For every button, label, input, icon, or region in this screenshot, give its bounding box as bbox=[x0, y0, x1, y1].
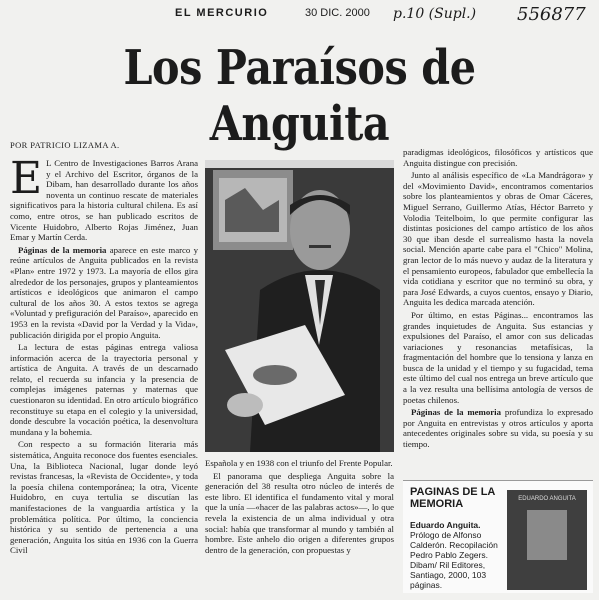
book-cover bbox=[507, 490, 587, 590]
publication-date: 30 DIC. 2000 bbox=[305, 7, 370, 19]
book-info-details bbox=[410, 520, 506, 590]
handwritten-note: p.10 (Supl.) bbox=[393, 6, 477, 22]
byline: POR PATRICIO LIZAMA A. bbox=[10, 140, 120, 150]
book-cover-portrait bbox=[527, 510, 567, 560]
headline: Los Paraísos de Anguita bbox=[123, 40, 476, 152]
paragraph: Con respecto a su formación literaria más sistemática, Anguita reconoce dos fuentes esenciales. Una, la Biblioteca Nacional, lugar donde leyó revistas francesas, la «Revista de Occidente», y toda la poesía chilena contemporánea; la otra, Vicente Huidobro, en cuya tertulia se discutían las manifestaciones de la vanguardia artística y la problemática política. Por último, la conciencia histórica y su sentido de pertenencia a una generación, Anguita los sitúa en 1936 con la Guerra Civil bbox=[10, 439, 198, 556]
paragraph: Española y en 1938 con el triunfo del Frente Popular. bbox=[205, 458, 393, 468]
paragraph-text: L Centro de Investigaciones Barros Arana y el Archivo del Escritor, órganos de la Dibam, han desarrollado durante los años noventa un continuo rescate de materiales significativos para la historia cultural chilena. Es así como, entre otros, se han publicado escritos de Vicente Huidobro, Alberto Rojas Jiménez, Juan Emar y Martín Cerda. bbox=[10, 158, 198, 243]
paragraph: Junto al análisis específico de «La Mandrágora» y del «Movimiento David», encontramos comentarios sobre los planteamientos y obras de Omar Cáceres, Miguel Serrano, Guillermo Atías, Héctor Barreto y Volodia Teitelboim, lo que permite configurar las distintas posiciones del campo artístico de los años 30 que iban desde el surrealismo hasta la novela social. Mención aparte cabe para el "Chico" Molina, gran lector de lo más nuevo y audaz de la literatura y el pensamiento europeos, fabulador que embellecía la vida cotidiana y escritor que no terminó su obra, y para José Edwards, a cuyos cuentos, ensayo y Diario, Anguita les dedica marcada atención. bbox=[403, 170, 593, 308]
drop-cap: E bbox=[10, 153, 43, 204]
paragraph bbox=[403, 407, 593, 449]
paragraph: El panorama que despliega Anguita sobre la generación del 38 resulta otro núcleo de interés de este libro. El identifica el fundamento vital y moral que la unía —«hacer de las palabras actos»—, lo que revela la existencia de un alma individual y otra social: había que transformar al mundo y también al hombre. Este anhelo dio origen a diferentes grupos dentro de la generación, con propuestas y bbox=[205, 470, 394, 555]
book-author: Eduardo Anguita. bbox=[410, 520, 481, 530]
paragraph-text: profundiza lo expresado por Anguita en entrevistas y otros artículos y aporta antecedentes originales sobre su vida, su poesía y su tiempo. bbox=[403, 407, 593, 450]
author-photo bbox=[205, 160, 394, 452]
paragraph: La lectura de estas páginas entrega valiosa información acerca de la trayectoria personal y artística de Anguita. A través de un descarnado relato, el recuerda su infancia y la presencia de complejas imágenes paternas y maternas que cuestionaron su identidad. En otro artículo biográfico reconstituye su etapa en el colegio y la universidad, donde descubre la vocación poética, la desenvoltura mundana y la bohemia. bbox=[10, 342, 198, 437]
article-column-2 bbox=[205, 458, 394, 557]
newspaper-name: EL MERCURIO bbox=[175, 7, 269, 19]
book-details-text: Prólogo de Alfonso Calderón. Recopilación Pedro Pablo Zegers. Dibam/ Ril Editores, Santiago, 2000, 103 páginas. bbox=[410, 530, 498, 590]
paragraph: paradigmas ideológicos, filosóficos y artísticos que Anguita distingue con precisión. bbox=[403, 147, 593, 168]
book-cover-title: EDUARDO ANGUITA bbox=[518, 496, 576, 502]
book-info-title: PAGINAS DE LA MEMORIA bbox=[410, 486, 495, 510]
handwritten-number: 556877 bbox=[517, 4, 586, 25]
book-title-emphasis: Páginas de la memoria bbox=[18, 244, 107, 255]
paragraph bbox=[10, 153, 198, 243]
paragraph bbox=[10, 245, 198, 340]
article-column-3 bbox=[403, 147, 593, 452]
paragraph-text: aparece en este marco y reúne artículos de Anguita publicados en la revista «Plan» entre 1972 y 1973. La mayoría de ellos gira alrededor de los personajes, grupos y planteamientos artísticos e ideológicos que animaron el campo cultural de los años 30. A estos textos se agrega «Voluntad y prefiguración del Paraíso», aparecido en 1953 en la revista «David por la Verdad y la Vida», publicación dirigida por el propio Anguita. bbox=[10, 244, 198, 340]
paragraph: Por último, en estas Páginas... encontramos las grandes inquietudes de Anguita. Sus estancias y expulsiones del Paraíso, el amor con sus delicadas variaciones y resonancias metafísicas, la fragmentación del hombre que lo tensiona y lanza en busca de la unidad y el tiempo y su fugacidad, tema este último del cual nos entrega un breve artículo que a la vez resulta una bellísima antología de versos de poetas chilenos. bbox=[403, 309, 593, 405]
author-photo-illustration bbox=[205, 160, 394, 452]
book-title-emphasis: Páginas de la memoria bbox=[411, 407, 502, 418]
article-column-1 bbox=[10, 153, 198, 558]
